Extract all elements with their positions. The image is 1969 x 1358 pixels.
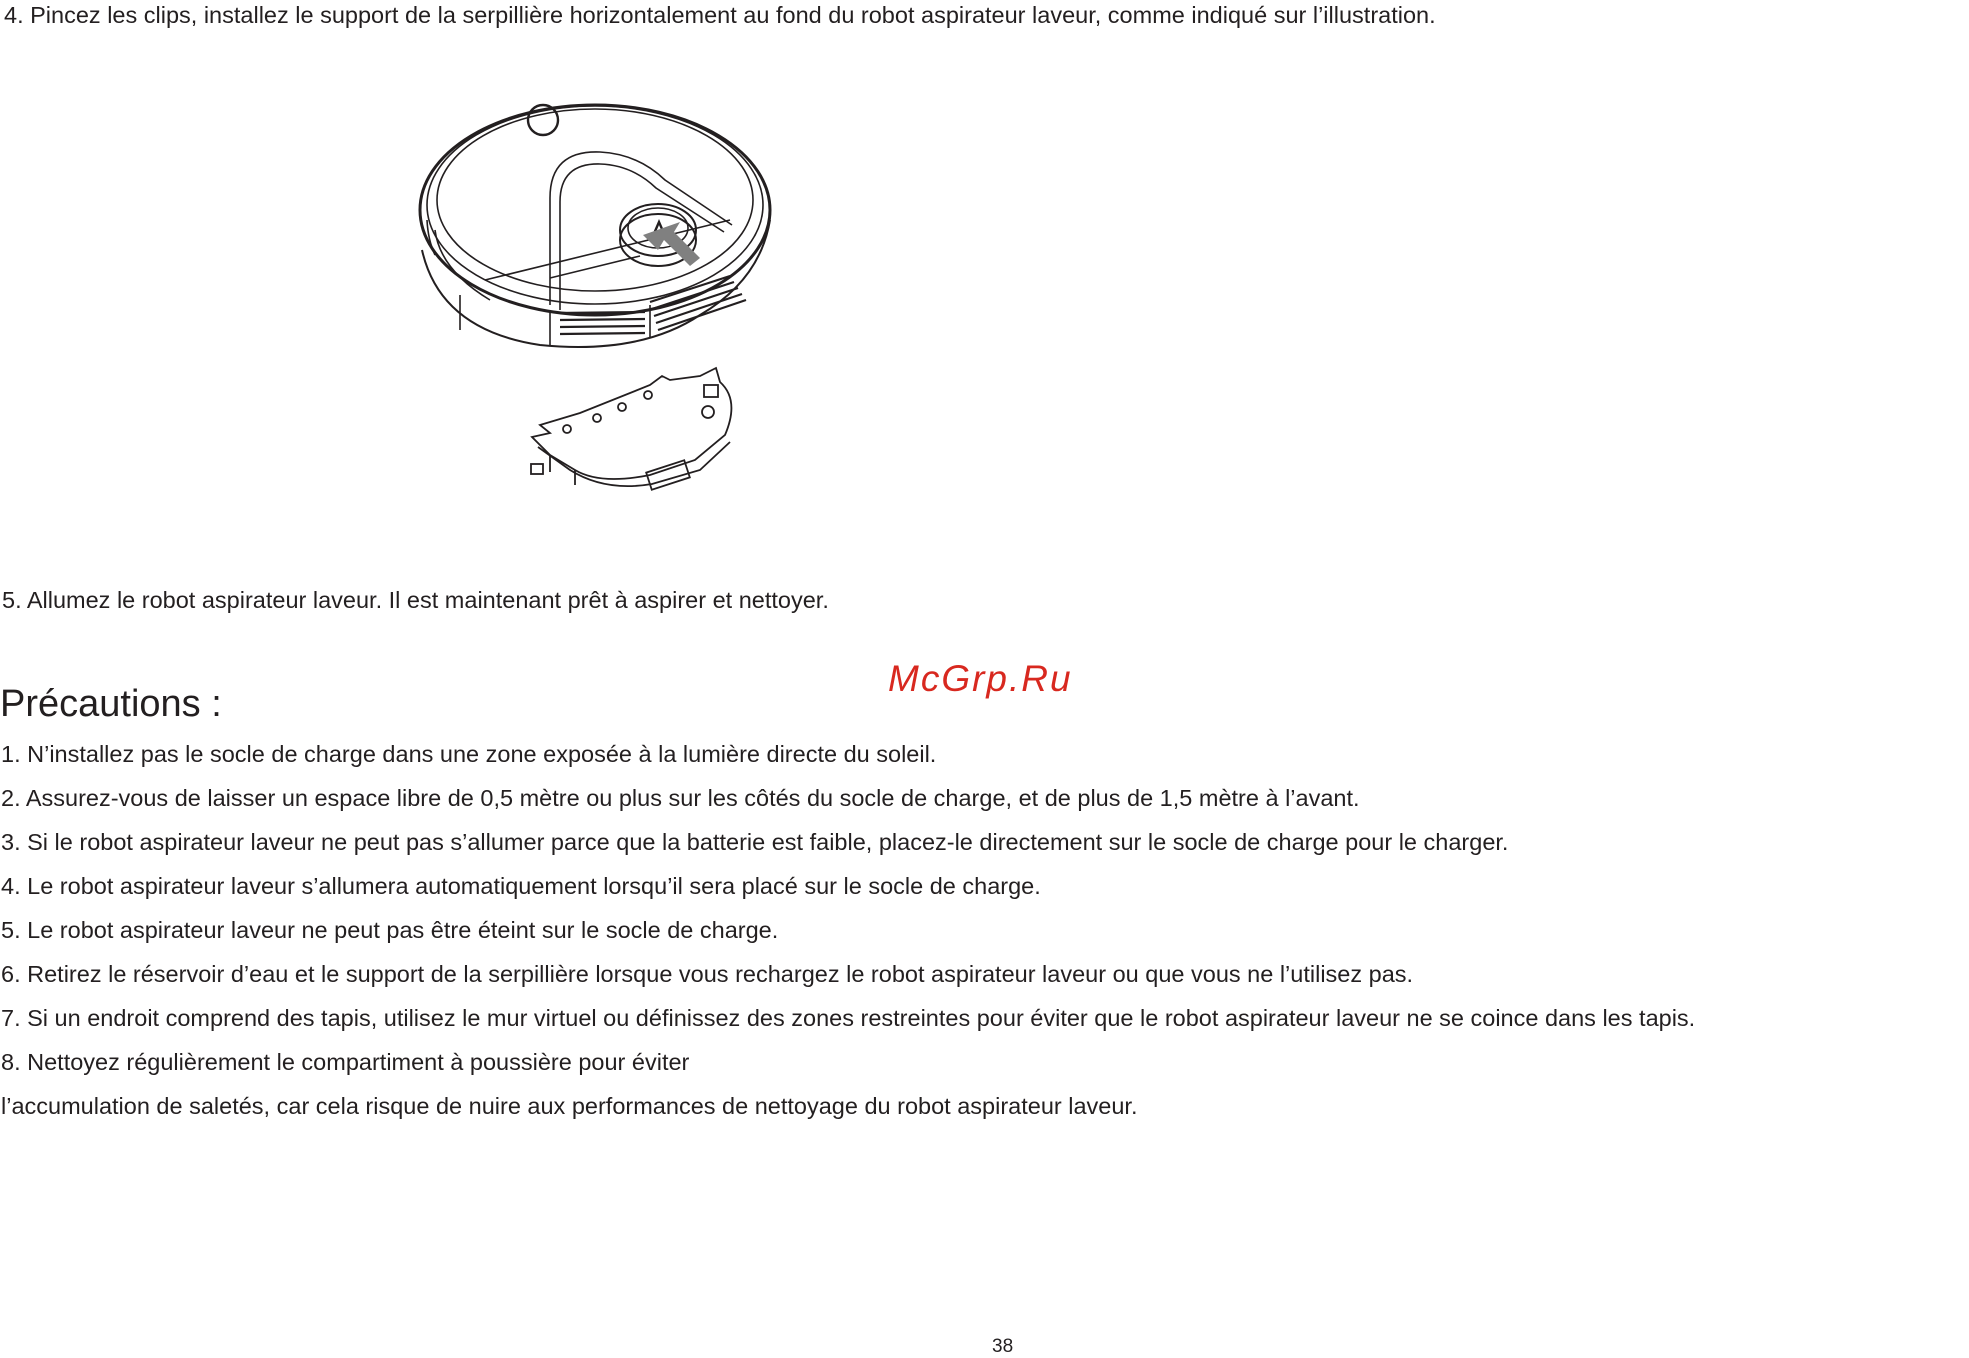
precaution-item: 6. Retirez le réservoir d’eau et le support de la serpillière lorsque vous rechargez le robot aspirateur laveur ou que vous ne l’utilisez pas.: [1, 961, 1414, 987]
watermark-text: McGrp.Ru: [888, 658, 1073, 699]
step-4-instruction: 4. Pincez les clips, installez le support de la serpillière horizontalement au fond du robot aspirateur laveur, comme indiqué sur l’illustration.: [4, 2, 1436, 28]
precaution-item: l’accumulation de saletés, car cela risque de nuire aux performances de nettoyage du robot aspirateur laveur.: [1, 1093, 1138, 1119]
precautions-title: Précautions :: [0, 683, 222, 725]
page-number: 38: [992, 1336, 1014, 1357]
precaution-item: 5. Le robot aspirateur laveur ne peut pas être éteint sur le socle de charge.: [1, 917, 779, 943]
precaution-item: 1. N’installez pas le socle de charge dans une zone exposée à la lumière directe du soleil.: [1, 741, 937, 767]
precaution-item: 8. Nettoyez régulièrement le compartiment à poussière pour éviter: [1, 1049, 690, 1075]
robot-vacuum-icon: [420, 105, 770, 347]
precaution-item: 7. Si un endroit comprend des tapis, utilisez le mur virtuel ou définissez des zones restreintes pour éviter que le robot aspirateur laveur ne se coince dans les tapis.: [1, 1005, 1696, 1031]
precautions-list: [1, 740, 1967, 1136]
step-5-instruction: 5. Allumez le robot aspirateur laveur. Il est maintenant prêt à aspirer et nettoyer.: [2, 587, 829, 613]
mop-bracket-icon: [531, 368, 731, 490]
precaution-item: 2. Assurez-vous de laisser un espace libre de 0,5 mètre ou plus sur les côtés du socle de charge, et de plus de 1,5 mètre à l’avant.: [1, 785, 1360, 811]
precaution-item: 4. Le robot aspirateur laveur s’allumera automatiquement lorsqu’il sera placé sur le socle de charge.: [1, 873, 1041, 899]
precaution-item: 3. Si le robot aspirateur laveur ne peut pas s’allumer parce que la batterie est faible, placez-le directement sur le socle de charge pour le charger.: [1, 829, 1509, 855]
mop-installation-illustration: [400, 80, 960, 550]
